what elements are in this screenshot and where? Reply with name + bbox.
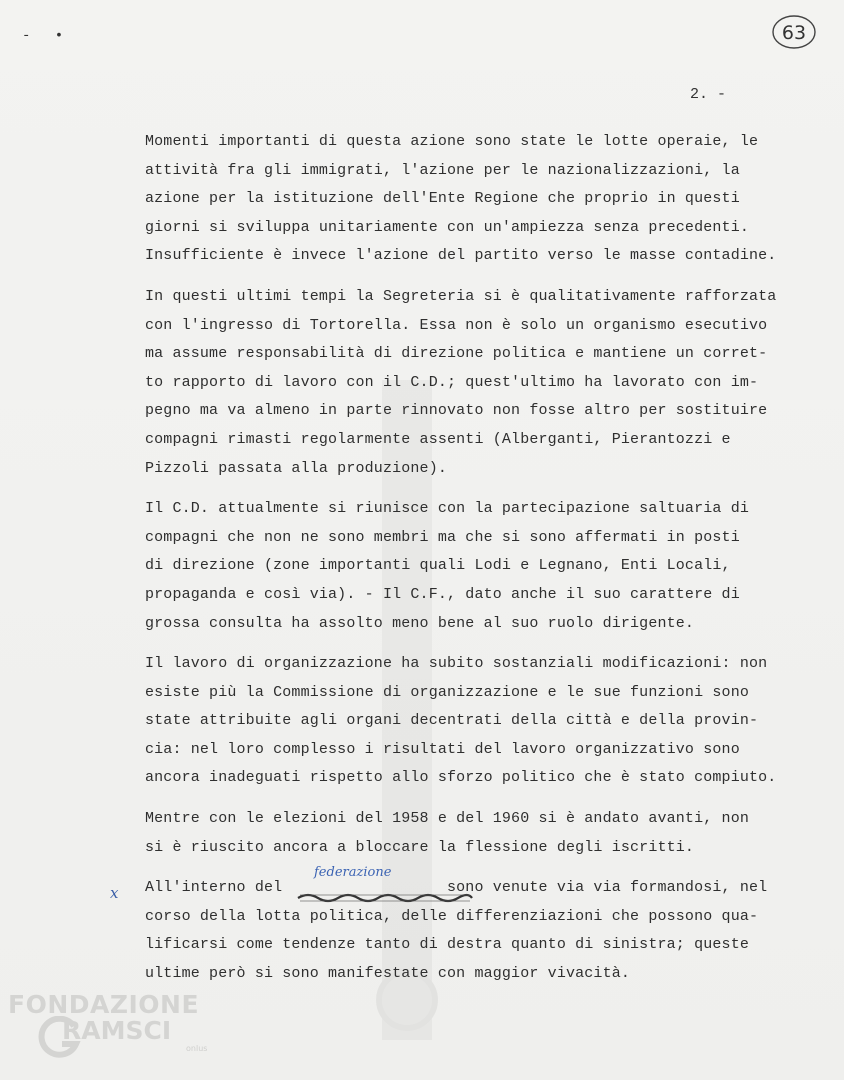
corner-marks: - •: [22, 28, 72, 44]
text-line: Insufficiente è invece l'azione del partito verso le masse contadine.: [145, 247, 777, 265]
text-line: All'interno del sono venute via via formandosi, nel: [145, 879, 768, 897]
text-line: si è riuscito ancora a bloccare la flessione degli iscritti.: [145, 838, 695, 856]
body-text: [145, 128, 835, 1001]
text-line: giorni si sviluppa unitariamente con un'ampiezza senza precedenti.: [145, 218, 749, 236]
watermark-line1: FONDAZIONE: [8, 990, 200, 1019]
text-line: Il C.D. attualmente si riunisce con la partecipazione saltuaria di: [145, 500, 749, 518]
text-line: ancora inadeguati rispetto allo sforzo politico che è stato compiuto.: [145, 769, 777, 787]
text-line: to rapporto di lavoro con il C.D.; quest'ultimo ha lavorato con im-: [145, 373, 759, 391]
text-line: di direzione (zone importanti quali Lodi e Legnano, Enti Locali,: [145, 557, 731, 575]
text-line: Mentre con le elezioni del 1958 e del 1960 si è andato avanti, non: [145, 810, 749, 828]
text-line: attività fra gli immigrati, l'azione per le nazionalizzazioni, la: [145, 161, 740, 179]
text-line: cia: nel loro complesso i risultati del lavoro organizzativo sono: [145, 740, 740, 758]
handwritten-insert: federazione: [314, 865, 392, 880]
text-line: Momenti importanti di questa azione sono state le lotte operaie, le: [145, 133, 759, 150]
watermark-sub: onlus: [186, 1044, 208, 1053]
text-line: compagni rimasti regolarmente assenti (Alberganti, Pierantozzi e: [145, 430, 731, 448]
folio-stamp: [770, 12, 818, 52]
folio-circle-icon: [770, 12, 818, 52]
paragraph-2: [145, 283, 835, 483]
paragraph-6: [145, 874, 835, 988]
paragraph-4: [145, 650, 835, 793]
text-line: lificarsi come tendenze tanto di destra quanto di sinistra; queste: [145, 936, 749, 954]
text-line: corso della lotta politica, delle differenziazioni che possono qua-: [145, 907, 759, 925]
text-line: state attribuite agli organi decentrati della città e della provin-: [145, 712, 759, 730]
text-line: Il lavoro di organizzazione ha subito sostanziali modificazioni: non: [145, 655, 768, 673]
margin-mark: x: [110, 884, 119, 902]
text-line: esiste più la Commissione di organizzazione e le sue funzioni sono: [145, 683, 749, 701]
text-line: azione per la istituzione dell'Ente Regione che proprio in questi: [145, 190, 740, 208]
text-line: ultime però si sono manifestate con maggior vivacità.: [145, 965, 631, 983]
paragraph-5: [145, 805, 835, 862]
text-line: compagni che non ne sono membri ma che si sono affermati in posti: [145, 528, 740, 546]
fondazione-gramsci-watermark: [8, 990, 218, 1080]
folio-number: 63: [781, 22, 807, 44]
page-number: 2. -: [690, 86, 727, 103]
watermark-line2: RAMSCI: [62, 1016, 172, 1045]
text-line: Pizzoli passata alla produzione).: [145, 459, 447, 477]
text-line: ma assume responsabilità di direzione politica e mantiene un corret-: [145, 345, 768, 363]
text-line: grossa consulta ha assolto meno bene al suo ruolo dirigente.: [145, 614, 695, 632]
text-line: con l'ingresso di Tortorella. Essa non è solo un organismo esecutivo: [145, 316, 768, 334]
struck-out-word: [296, 891, 474, 905]
paragraph-1: [145, 128, 835, 271]
text-line: propaganda e così via). - Il C.F., dato anche il suo carattere di: [145, 585, 740, 603]
text-line: pegno ma va almeno in parte rinnovato non fosse altro per sostituire: [145, 402, 768, 420]
text-line: In questi ultimi tempi la Segreteria si è qualitativamente rafforzata: [145, 287, 777, 305]
paragraph-3: [145, 495, 835, 638]
